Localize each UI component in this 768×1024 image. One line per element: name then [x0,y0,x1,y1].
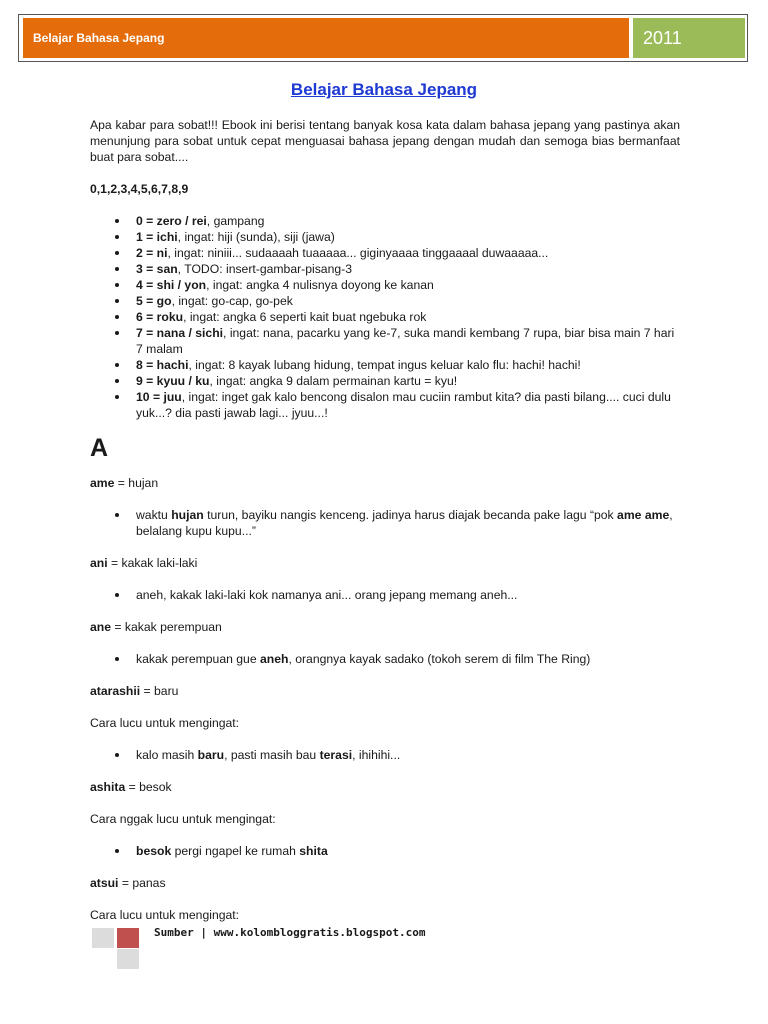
footer-decor-square [117,928,139,948]
numbers-heading: 0,1,2,3,4,5,6,7,8,9 [90,182,189,196]
list-item: 4 = shi / yon, ingat: angka 4 nulisnya doyong ke kanan [90,277,680,293]
document-title-link[interactable]: Belajar Bahasa Jepang [290,80,478,99]
list-item: 8 = hachi, ingat: 8 kayak lubang hidung, tempat ingus keluar kalo flu: hachi! hachi! [90,357,680,373]
entry-ashita: ashita = besok [90,780,172,794]
list-item: 1 = ichi, ingat: hiji (sunda), siji (jawa) [90,229,680,245]
entry-ane: ane = kakak perempuan [90,620,222,634]
page-header [18,14,748,62]
list-item: waktu hujan turun, bayiku nangis kenceng. jadinya harus diajak becanda pake lagu “pok ame ame, belalang kupu kupu...” [90,507,680,539]
entry-atsui: atsui = panas [90,876,166,890]
list-item: kakak perempuan gue aneh, orangnya kayak sadako (tokoh serem di film The Ring) [90,651,680,667]
entry-atarashii-label: Cara lucu untuk mengingat: [90,716,240,730]
list-item: 9 = kyuu / ku, ingat: angka 9 dalam permainan kartu = kyu! [90,373,680,389]
entry-atsui-label: Cara lucu untuk mengingat: [90,908,240,922]
list-item: 6 = roku, ingat: angka 6 seperti kait buat ngebuka rok [90,309,680,325]
entry-ame-notes [90,507,680,539]
entry-atarashii-notes [90,747,680,763]
entry-ani-notes [90,587,680,603]
intro-paragraph: Apa kabar para sobat!!! Ebook ini berisi tentang banyak kosa kata dalam bahasa jepang yang pastinya akan menunjung para sobat untuk cepat menguasai bahasa jepang dengan mudah dan semoga bias bermanfaat buat para sobat.... [90,118,680,164]
list-item: 7 = nana / sichi, ingat: nana, pacarku yang ke-7, suka mandi kembang 7 rupa, biar bisa main 7 hari 7 malam [90,325,680,357]
header-year: 2011 [633,18,745,58]
footer-decor-square [92,928,114,948]
section-letter-heading: A [90,434,109,462]
entry-ame: ame = hujan [90,476,159,490]
list-item: 10 = juu, ingat: inget gak kalo bencong disalon mau cuciin rambut kita? dia pasti bilang.... cuci dulu yuk...? dia pasti jawab lagi... jyuu...! [90,389,680,421]
list-item: 3 = san, TODO: insert-gambar-pisang-3 [90,261,680,277]
entry-ashita-notes [90,843,680,859]
footer-decor-square [117,949,139,969]
entry-ashita-label: Cara nggak lucu untuk mengingat: [90,812,276,826]
entry-ane-notes [90,651,680,667]
list-item: 2 = ni, ingat: niniii... sudaaaah tuaaaaa... giginyaaaa tinggaaaal duwaaaaa... [90,245,680,261]
entry-ani: ani = kakak laki-laki [90,556,198,570]
list-item: 0 = zero / rei, gampang [90,213,680,229]
list-item: aneh, kakak laki-laki kok namanya ani... orang jepang memang aneh... [90,587,680,603]
numbers-list [90,213,680,421]
footer-source: Sumber | www.kolombloggratis.blogspot.com [154,926,426,939]
document-body [90,117,680,923]
entry-atarashii: atarashii = baru [90,684,179,698]
header-title: Belajar Bahasa Jepang [23,18,629,58]
list-item: 5 = go, ingat: go-cap, go-pek [90,293,680,309]
list-item: kalo masih baru, pasti masih bau terasi, ihihihi... [90,747,680,763]
list-item: besok pergi ngapel ke rumah shita [90,843,680,859]
